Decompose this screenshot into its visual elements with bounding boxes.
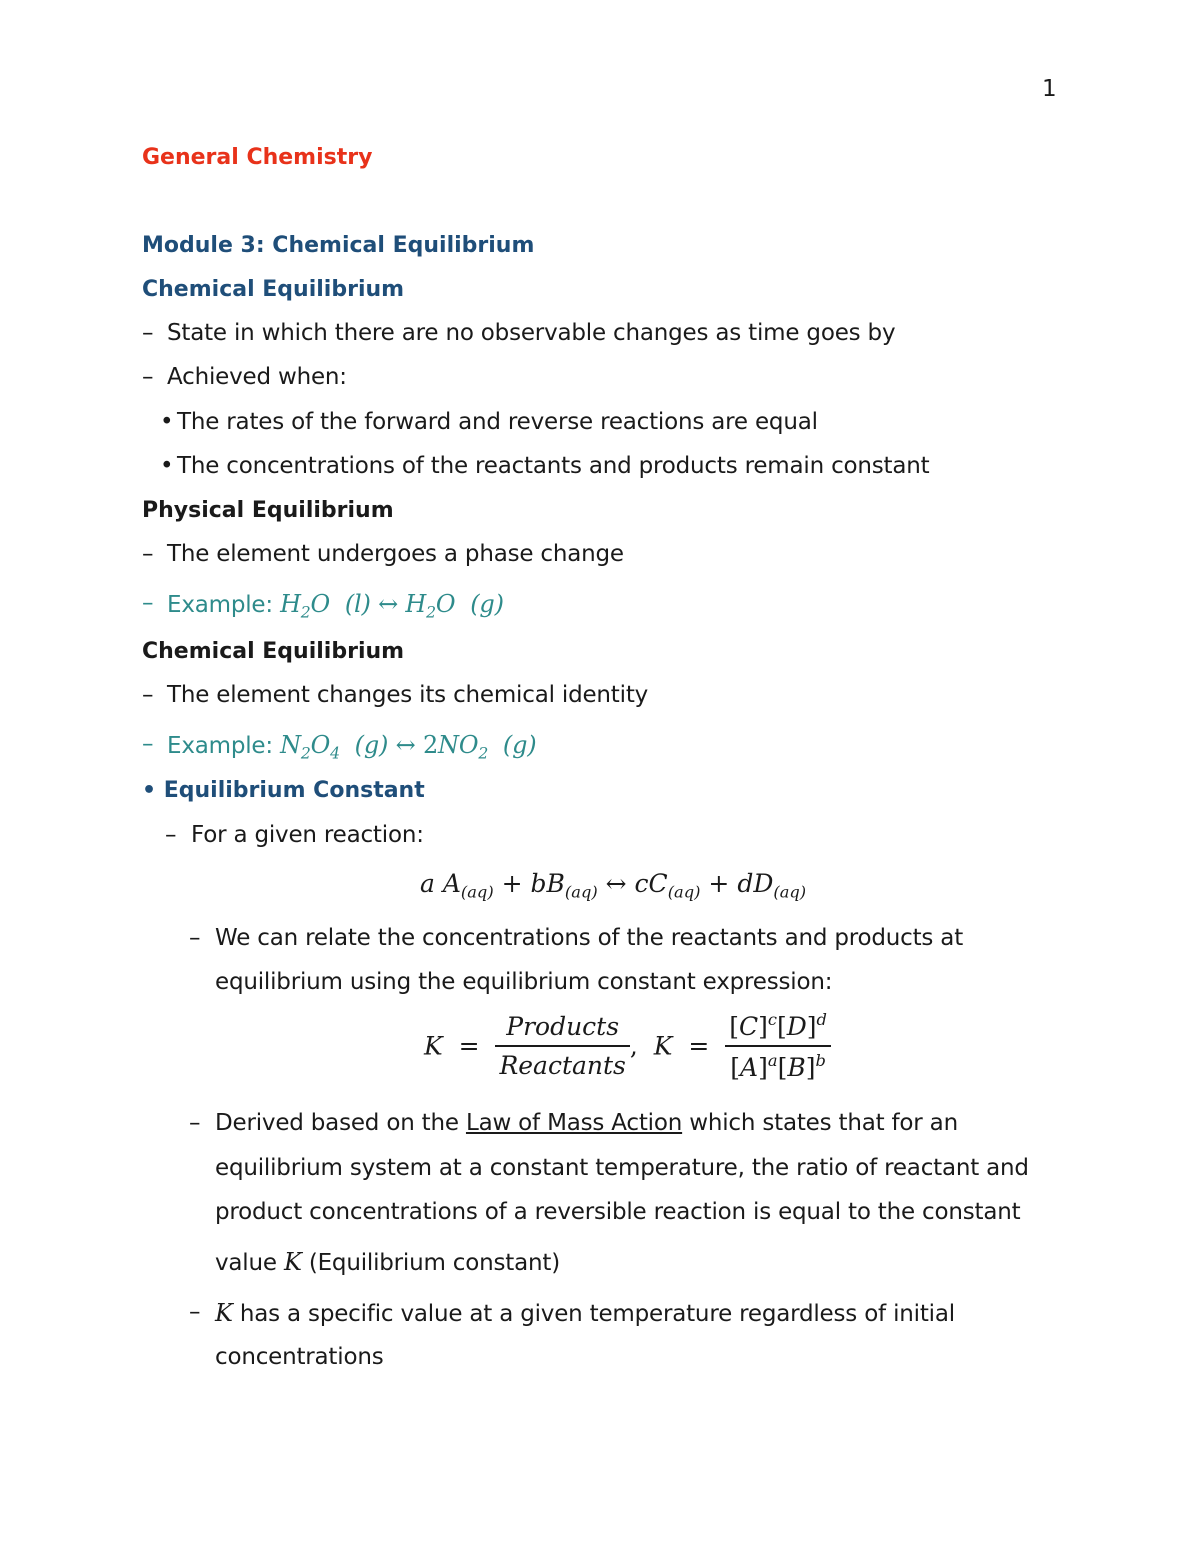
physical-heading: Physical Equilibrium <box>142 498 394 523</box>
k-line-2: concentrations <box>215 1344 384 1370</box>
k-symbol: K <box>424 1031 443 1061</box>
general-reaction-equation: a $A_{(aq)} + bB_{(aq)}$ ↔ $cC_{(aq)} + dD_{(aq)}$ <box>420 869 807 902</box>
dash-marker: – <box>142 320 154 346</box>
chemical-heading: Chemical Equilibrium <box>142 639 405 664</box>
chem-eq-point-1: State in which there are no observable changes as time goes by <box>167 320 896 346</box>
constant-heading <box>142 778 425 803</box>
dash-marker: – <box>142 590 154 616</box>
chem-eq-point-2: Achieved when: <box>167 364 347 390</box>
physical-point: The element undergoes a phase change <box>167 541 624 567</box>
derived-line-1-pre: Derived based on the <box>215 1110 459 1136</box>
concentration-numerator: $[C]^c[D]^d$ <box>725 1010 831 1047</box>
derived-line-4-post: (Equilibrium constant) <box>308 1250 560 1276</box>
chemical-equation: $N_2O_4$ (g) ↔ $2NO_2$ (g) <box>280 731 537 763</box>
fraction-numerator: Products <box>495 1012 629 1047</box>
relate-line-1: We can relate the concentrations of the reactants and products at <box>215 925 964 951</box>
fraction-denominator: Reactants <box>499 1050 626 1080</box>
equals-sign: = <box>450 1031 488 1061</box>
k-symbol: K <box>653 1031 673 1061</box>
dash-marker: – <box>142 364 154 390</box>
dash-marker: – <box>189 1110 201 1136</box>
chem-eq-heading: Chemical Equilibrium <box>142 277 405 302</box>
dash-marker: – <box>142 541 154 567</box>
equals-sign: = <box>680 1031 718 1061</box>
dash-marker: – <box>189 1299 201 1325</box>
physical-example-label: Example: <box>167 592 273 618</box>
module-title: Module 3: Chemical Equilibrium <box>142 233 535 258</box>
k-symbol: K <box>215 1299 233 1327</box>
k-symbol: K <box>283 1248 302 1276</box>
comma: , <box>629 1031 646 1061</box>
chemical-example <box>167 731 536 762</box>
achieved-bullet-2: The concentrations of the reactants and products remain constant <box>177 453 930 479</box>
derived-line-4-pre: value <box>215 1250 277 1276</box>
page-number: 1 <box>1042 76 1057 102</box>
k-line-1 <box>215 1299 955 1327</box>
constant-heading-text: Equilibrium Constant <box>163 778 425 803</box>
derived-line-1-post: which states that for an <box>689 1110 958 1136</box>
achieved-bullet-1: The rates of the forward and reverse reactions are equal <box>177 409 818 435</box>
derived-line-3: product concentrations of a reversible reaction is equal to the constant <box>215 1199 1021 1225</box>
equilibrium-constant-expression <box>424 1010 831 1082</box>
law-of-mass-action-link[interactable]: Law of Mass Action <box>465 1110 683 1136</box>
derived-line-4 <box>215 1248 560 1276</box>
concentration-denominator: $[A]^a[B]^b$ <box>730 1050 826 1082</box>
bullet-marker: • <box>160 409 174 435</box>
chemical-point: The element changes its chemical identity <box>167 682 649 708</box>
chemical-example-label: Example: <box>167 733 273 759</box>
concentration-fraction <box>725 1010 831 1082</box>
dash-marker: – <box>189 925 201 951</box>
relate-line-2: equilibrium using the equilibrium constant expression: <box>215 969 833 995</box>
k-line-1-text: has a specific value at a given temperature regardless of initial <box>239 1301 955 1327</box>
derived-line-1 <box>215 1110 958 1136</box>
bullet-marker: • <box>160 453 174 479</box>
dash-marker: – <box>142 731 154 757</box>
given-reaction-label: For a given reaction: <box>191 822 424 848</box>
products-over-reactants-fraction <box>495 1012 629 1080</box>
bullet-marker: • <box>142 778 157 803</box>
physical-example <box>167 590 504 621</box>
physical-equation: $H_2O$ (l) ↔ $H_2O$ (g) <box>280 590 504 622</box>
dash-marker: – <box>142 682 154 708</box>
course-title: General Chemistry <box>142 145 373 170</box>
derived-line-2: equilibrium system at a constant temperature, the ratio of reactant and <box>215 1155 1029 1181</box>
dash-marker: – <box>165 822 177 848</box>
